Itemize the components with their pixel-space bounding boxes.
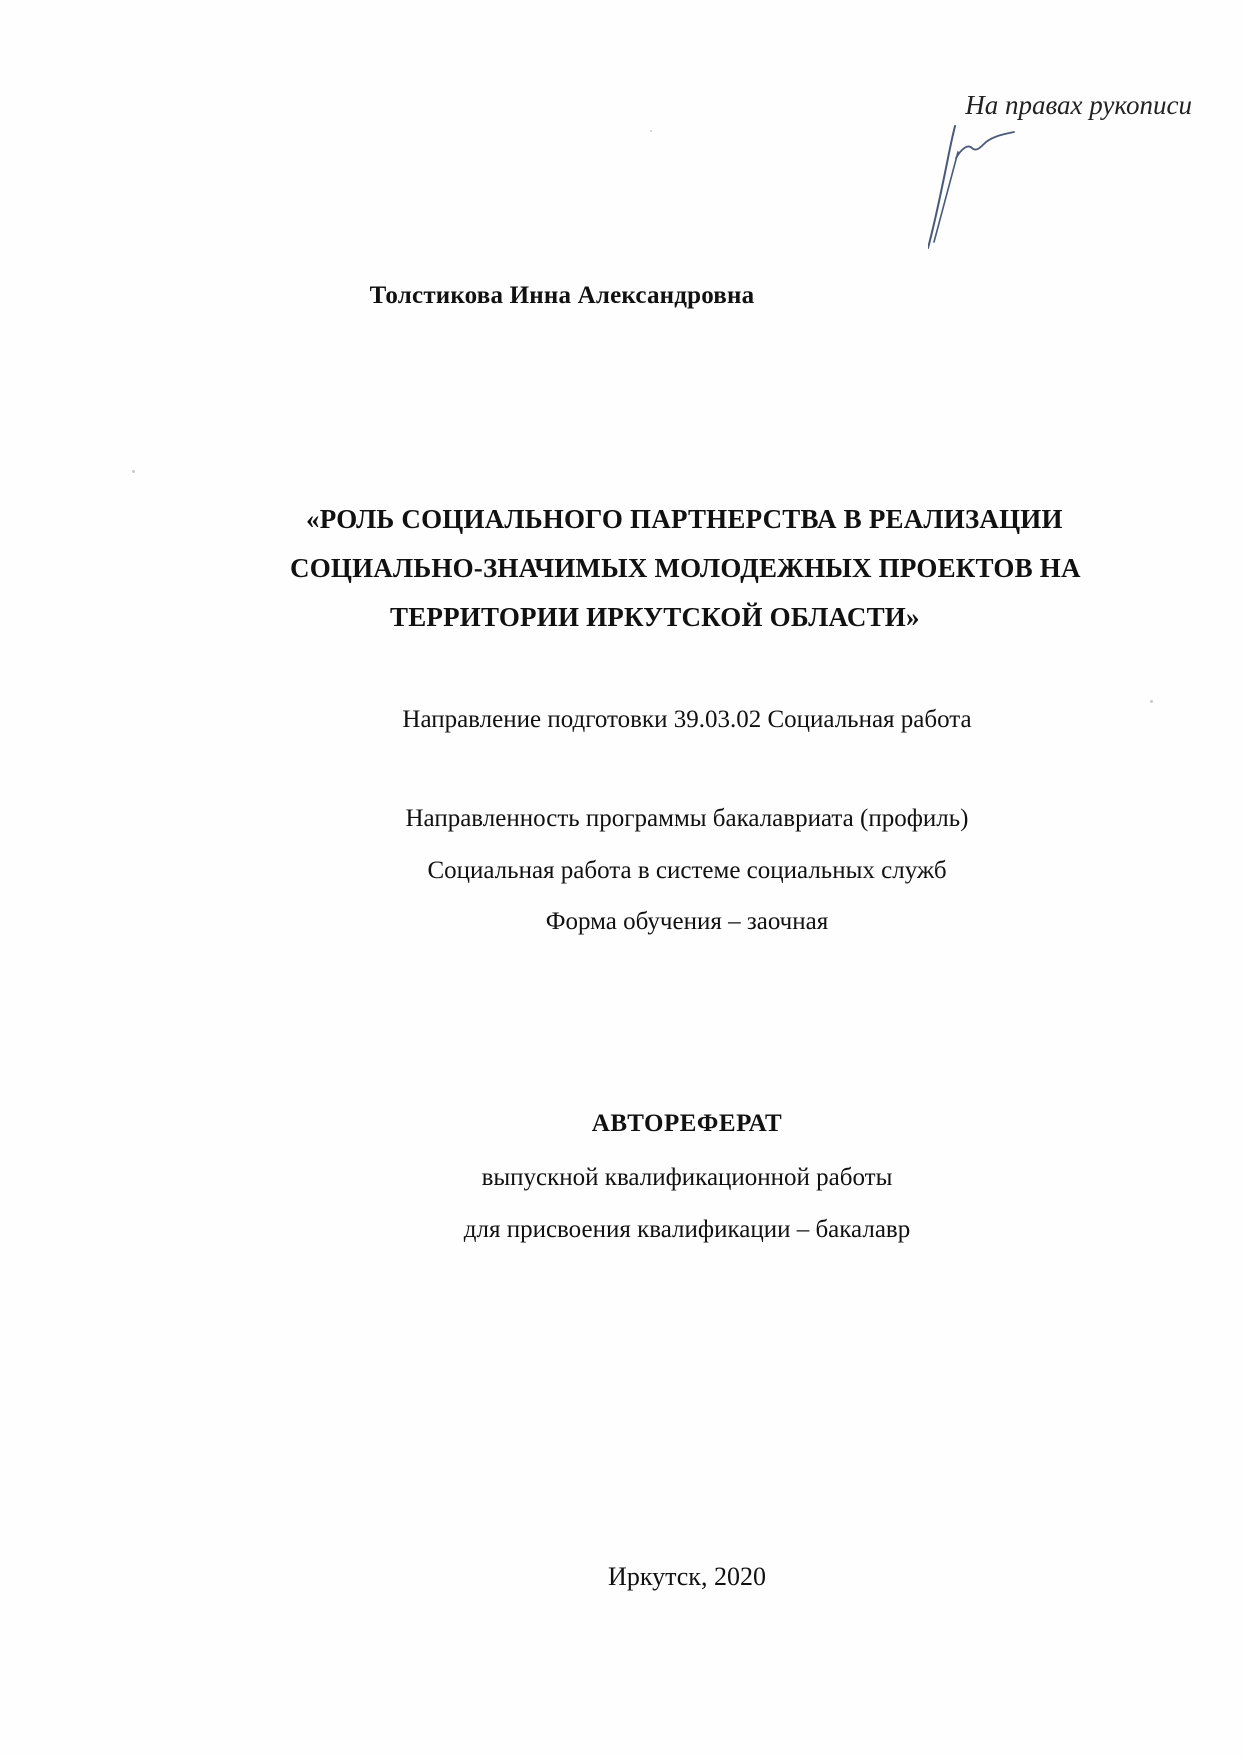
- abstract-subtitle: для присвоения квалификации – бакалавр: [463, 1216, 911, 1243]
- title-line: «РОЛЬ СОЦИАЛЬНОГО ПАРТНЕРСТВА В РЕАЛИЗАЦИИ: [306, 504, 1063, 534]
- title-line: СОЦИАЛЬНО-ЗНАЧИМЫХ МОЛОДЕЖНЫХ ПРОЕКТОВ НА: [290, 553, 1081, 583]
- manuscript-note: На правах рукописи: [965, 90, 1192, 120]
- title-line: ТЕРРИТОРИИ ИРКУТСКОЙ ОБЛАСТИ»: [390, 602, 920, 632]
- abstract-heading: АВТОРЕФЕРАТ: [591, 1110, 783, 1137]
- author-name: Толстикова Инна Александровна: [369, 282, 755, 309]
- training-direction: Направление подготовки 39.03.02 Социальная работа: [402, 706, 972, 733]
- program-focus: Направленность программы бакалавриата (профиль): [405, 805, 969, 832]
- city-year: Иркутск, 2020: [608, 1562, 766, 1591]
- scan-speck: [132, 470, 135, 473]
- study-form: Форма обучения – заочная: [545, 908, 829, 935]
- program-profile: Социальная работа в системе социальных служб: [427, 857, 947, 884]
- thesis-title: [240, 495, 1140, 642]
- abstract-subtitle: выпускной квалификационной работы: [481, 1164, 893, 1191]
- signature-icon: [928, 118, 1068, 258]
- scan-speck: [650, 130, 652, 132]
- scan-speck: [1150, 700, 1153, 703]
